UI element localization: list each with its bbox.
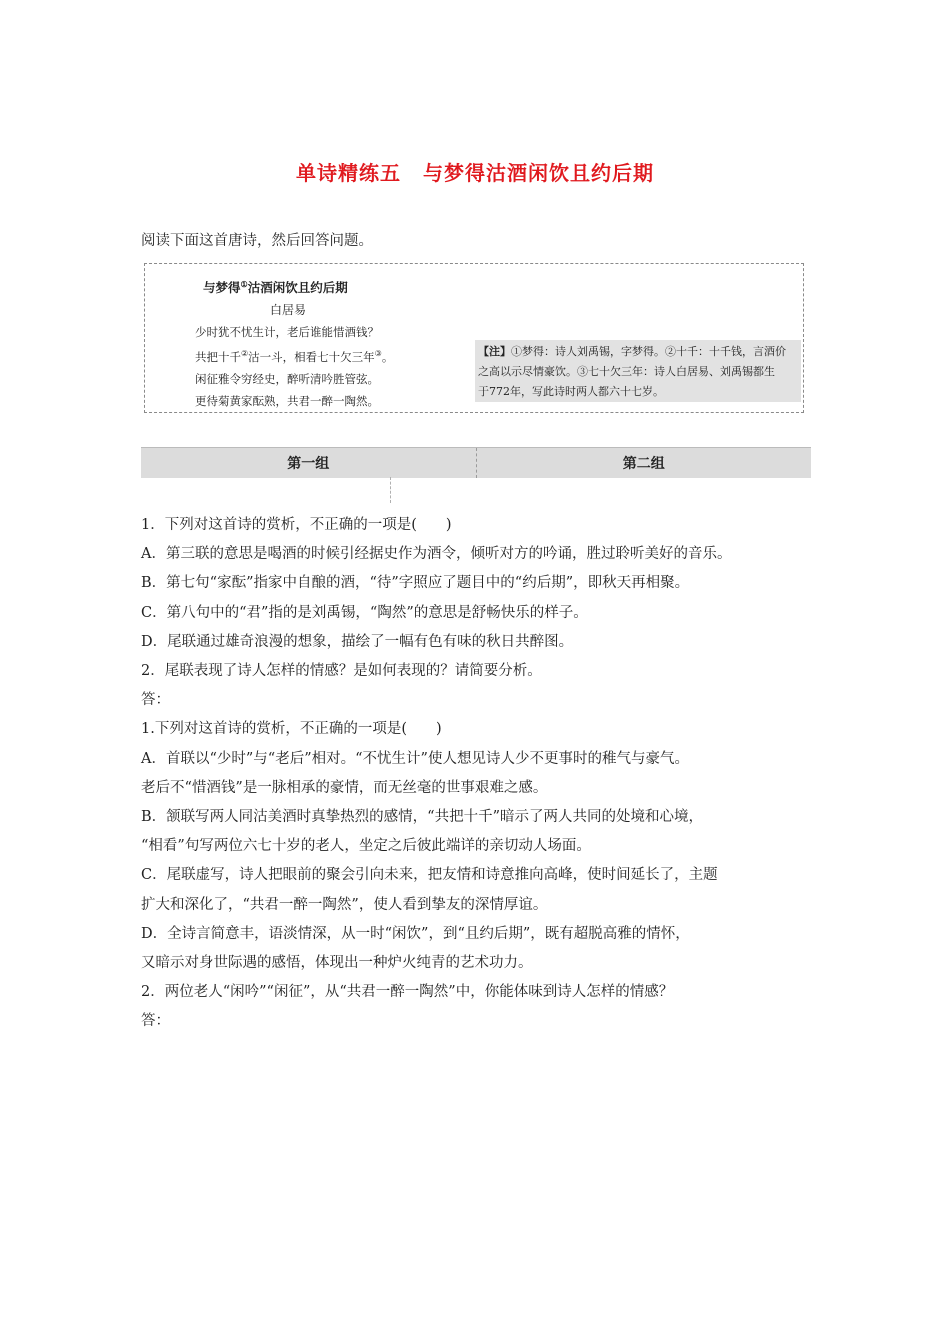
tab-group-2[interactable]: 第二组 [622, 456, 665, 472]
group2-option-b-cont: “相看”句写两位六七十岁的老人，坐定之后彼此端详的亲切动人场面。 [141, 838, 591, 855]
title-poem: 与梦得沽酒闲饮且约后期 [423, 161, 654, 185]
poem-title: 与梦得①沽酒闲饮且约后期 [203, 279, 348, 296]
poem-author: 白居易 [270, 303, 307, 318]
poem-line: 更待菊黄家酝熟，共君一醉一陶然。 [195, 393, 379, 408]
group-tabs [141, 447, 811, 478]
poem-line: 闲征雅令穷经史，醉听清吟胜管弦。 [195, 371, 379, 386]
tab-group-1[interactable]: 第一组 [141, 448, 477, 478]
title-series: 单诗精练五 [296, 161, 401, 185]
group2-question-1: 1.下列对这首诗的赏析，不正确的一项是( ) [141, 721, 442, 738]
group1-question-1: 1．下列对这首诗的赏析，不正确的一项是( ) [141, 517, 452, 533]
group1-option-a: A．第三联的意思是喝酒的时候引经据史作为酒令，倾听对方的吟诵，胜过聆听美好的音乐。 [141, 546, 732, 563]
poem [195, 273, 393, 412]
group2-option-d-cont: 又暗示对身世际遇的感悟，体现出一种炉火纯青的艺术功力。 [141, 955, 533, 972]
page-title [0, 157, 950, 186]
group2-option-c: C．尾联虚写，诗人把眼前的聚会引向未来，把友情和诗意推向高峰，使时间延长了，主题 [141, 867, 718, 884]
group2-option-b: B．颔联写两人同沽美酒时真挚热烈的感情，“共把十千”暗示了两人共同的处境和心境， [141, 809, 703, 826]
group1-question-2: 2．尾联表现了诗人怎样的情感？是如何表现的？请简要分析。 [141, 663, 542, 680]
note-tag: 【注】 [478, 345, 511, 358]
group1-option-d: D．尾联通过雄奇浪漫的想象，描绘了一幅有色有味的秋日共醉图。 [141, 633, 574, 650]
note-line: 于772年，写此诗时两人都六十七岁。 [478, 385, 664, 398]
poem-line: 少时犹不忧生计，老后谁能惜酒钱？ [195, 325, 379, 340]
group2-option-d: D．全诗言简意丰，语淡情深，从一时“闲饮”，到“且约后期”，既有超脱高雅的情怀， [141, 925, 690, 942]
intro-text: 阅读下面这首唐诗，然后回答问题。 [141, 233, 373, 249]
questions [141, 511, 821, 1037]
group2-option-a-cont: 老后不“惜酒钱”是一脉相承的豪情，而无丝毫的世事艰难之感。 [141, 779, 548, 796]
poem-note [475, 340, 801, 402]
group1-option-c: C．第八句中的“君”指的是刘禹锡，“陶然”的意思是舒畅快乐的样子。 [141, 604, 588, 621]
group1-answer-label: 答： [141, 692, 170, 709]
poem-box [144, 263, 804, 413]
tab-divider [390, 477, 391, 503]
group2-option-c-cont: 扩大和深化了，“共君一醉一陶然”，使人看到挚友的深情厚谊。 [141, 896, 548, 913]
group1-option-b: B．第七句“家酝”指家中自酿的酒，“待”字照应了题目中的“约后期”，即秋天再相聚。 [141, 575, 690, 592]
poem-line: 共把十千②沽一斗，相看七十欠三年③。 [195, 349, 394, 364]
note-line: ①梦得：诗人刘禹锡，字梦得。②十千：十千钱，言酒价 [511, 345, 786, 358]
note-line: 之高以示尽情豪饮。③七十欠三年：诗人白居易、刘禹锡都生 [478, 365, 775, 378]
group2-question-2: 2．两位老人“闲吟”“闲征”，从“共君一醉一陶然”中，你能体味到诗人怎样的情感？ [141, 984, 674, 1001]
group2-answer-label: 答： [141, 1013, 170, 1030]
group2-option-a: A．首联以“少时”与“老后”相对。“不忧生计”使人想见诗人少不更事时的稚气与豪气。 [141, 750, 689, 767]
